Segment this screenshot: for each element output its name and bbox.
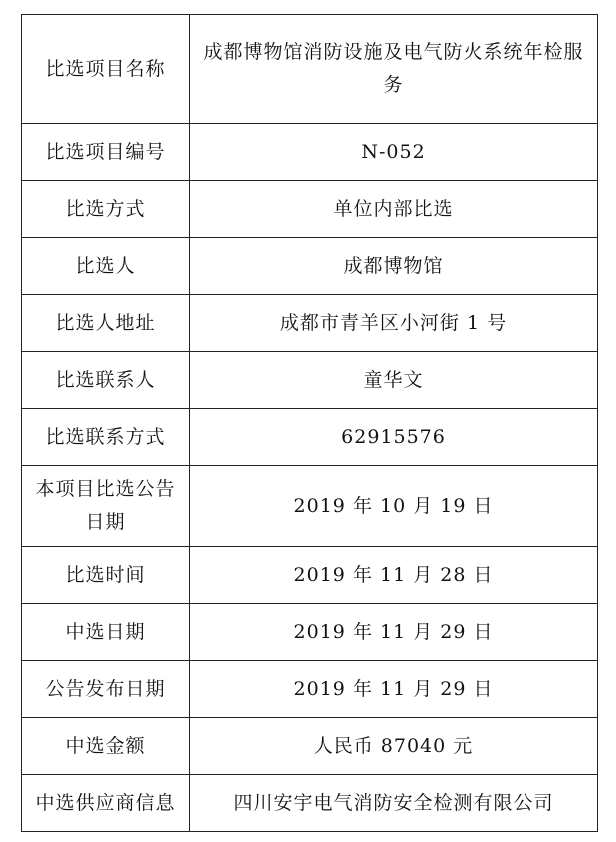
row-project-name (22, 15, 598, 124)
row-selection-time (22, 547, 598, 604)
value-selection-method: 单位内部比选 (190, 181, 598, 238)
value-project-name: 成都博物馆消防设施及电气防火系统年检服务 (190, 15, 598, 124)
row-announcement-date (22, 466, 598, 547)
row-project-number (22, 124, 598, 181)
label-award-amount: 中选金额 (22, 718, 190, 775)
label-selector-address: 比选人地址 (22, 295, 190, 352)
value-selector: 成都博物馆 (190, 238, 598, 295)
value-selector-address: 成都市青羊区小河街 1 号 (190, 295, 598, 352)
label-award-date: 中选日期 (22, 604, 190, 661)
value-contact-phone: 62915576 (190, 409, 598, 466)
label-publish-date: 公告发布日期 (22, 661, 190, 718)
value-award-date: 2019 年 11 月 29 日 (190, 604, 598, 661)
row-publish-date (22, 661, 598, 718)
value-announcement-date: 2019 年 10 月 19 日 (190, 466, 598, 547)
project-info-table (21, 14, 598, 832)
value-supplier-info: 四川安宇电气消防安全检测有限公司 (190, 775, 598, 832)
label-project-name: 比选项目名称 (22, 15, 190, 124)
label-contact-phone: 比选联系方式 (22, 409, 190, 466)
row-selection-method (22, 181, 598, 238)
value-selection-time: 2019 年 11 月 28 日 (190, 547, 598, 604)
row-award-date (22, 604, 598, 661)
value-award-amount: 人民币 87040 元 (190, 718, 598, 775)
label-selection-method: 比选方式 (22, 181, 190, 238)
row-award-amount (22, 718, 598, 775)
value-contact-person: 童华文 (190, 352, 598, 409)
row-selector (22, 238, 598, 295)
value-publish-date: 2019 年 11 月 29 日 (190, 661, 598, 718)
label-announcement-date: 本项目比选公告日期 (22, 466, 190, 547)
row-contact-phone (22, 409, 598, 466)
label-project-number: 比选项目编号 (22, 124, 190, 181)
row-selector-address (22, 295, 598, 352)
label-contact-person: 比选联系人 (22, 352, 190, 409)
row-contact-person (22, 352, 598, 409)
value-project-number: N-052 (190, 124, 598, 181)
label-selector: 比选人 (22, 238, 190, 295)
label-selection-time: 比选时间 (22, 547, 190, 604)
label-supplier-info: 中选供应商信息 (22, 775, 190, 832)
row-supplier-info (22, 775, 598, 832)
